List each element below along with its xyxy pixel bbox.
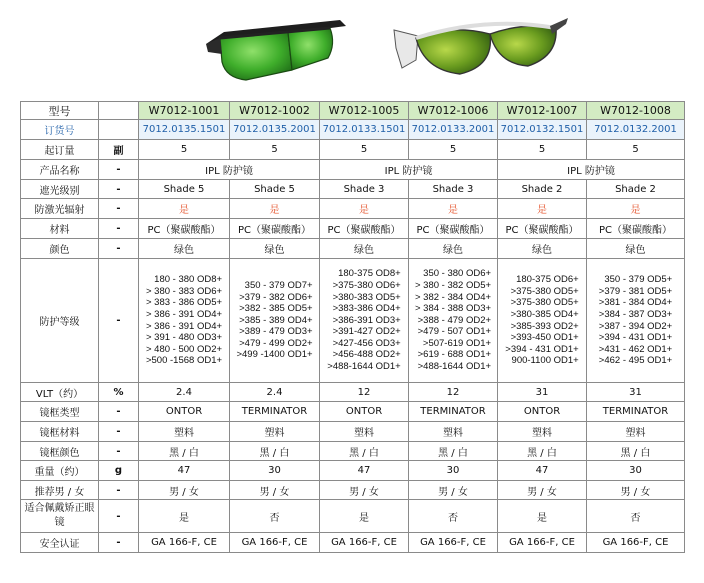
row-label: 镜框材料 [21, 422, 99, 442]
vlt-cell: 31 [498, 383, 587, 402]
row-unit [99, 120, 139, 140]
protection-line: >375-380 OD5+ [510, 285, 579, 297]
laser-cell: 是 [498, 199, 587, 219]
model-cell: W7012-1008 [587, 102, 685, 120]
row-rx [21, 500, 685, 533]
row-unit: g [99, 461, 139, 481]
protection-line: > 480 - 500 OD2+ [145, 343, 223, 355]
protection-line: >375-380 OD5+ [510, 297, 579, 309]
moq-cell: 5 [587, 140, 685, 160]
row-unit: - [99, 533, 139, 553]
frame-material-cell: 塑料 [498, 422, 587, 442]
row-order [21, 120, 685, 140]
row-label: 推荐男 / 女 [21, 481, 99, 500]
row-gender [21, 481, 685, 500]
protection-line: >388 - 479 OD2+ [417, 314, 492, 326]
gender-cell: 男 / 女 [320, 481, 409, 500]
rx-cell: 是 [320, 500, 409, 533]
gender-cell: 男 / 女 [409, 481, 498, 500]
protection-line: >393-450 OD1+ [510, 332, 579, 344]
protection-line: >479 - 507 OD1+ [417, 326, 492, 338]
row-unit: - [99, 481, 139, 500]
protection-cell [320, 259, 409, 383]
weight-cell: 47 [498, 461, 587, 481]
frame-type-cell: TERMINATOR [587, 402, 685, 422]
row-label: 防护等级 [21, 259, 99, 383]
row-model [21, 102, 685, 120]
protection-cell [139, 259, 230, 383]
protection-list [327, 268, 400, 372]
frame-type-cell: TERMINATOR [230, 402, 320, 422]
model-cell: W7012-1006 [409, 102, 498, 120]
row-moq [21, 140, 685, 160]
protection-line: >462 - 495 OD1+ [598, 355, 673, 367]
protection-line: >384 - 387 OD3+ [598, 308, 673, 320]
protection-line: 350 - 380 OD6+ [423, 268, 492, 280]
cert-cell: GA 166-F, CE [498, 533, 587, 553]
shade-cell: Shade 3 [409, 180, 498, 199]
protection-line: >381 - 384 OD4+ [598, 297, 673, 309]
protection-line: >380-385 OD4+ [510, 308, 579, 320]
protection-cell [587, 259, 685, 383]
shade-cell: Shade 5 [139, 180, 230, 199]
row-unit: - [99, 239, 139, 259]
rx-cell: 否 [587, 500, 685, 533]
row-frame-color [21, 442, 685, 461]
color-cell: 绿色 [587, 239, 685, 259]
protection-line: >387 - 394 OD2+ [598, 320, 673, 332]
protection-line: >386-391 OD3+ [332, 314, 401, 326]
protection-line: >488-1644 OD1+ [417, 361, 492, 373]
protection-list [599, 274, 672, 367]
moq-cell: 5 [498, 140, 587, 160]
material-cell: PC（聚碳酸酯） [587, 219, 685, 239]
protection-line: >389 - 479 OD3+ [239, 326, 313, 338]
order-cell: 7012.0133.1501 [320, 120, 409, 140]
protection-list [236, 280, 312, 361]
frame-material-cell: 塑料 [230, 422, 320, 442]
laser-cell: 是 [587, 199, 685, 219]
product-photos [0, 0, 704, 96]
row-unit: - [99, 442, 139, 461]
row-label: 安全认证 [21, 533, 99, 553]
row-unit: - [99, 402, 139, 422]
frame-color-cell: 黑 / 白 [587, 442, 685, 461]
row-label: 订货号 [21, 120, 99, 140]
protection-line: > 391 - 480 OD3+ [145, 332, 223, 344]
protection-line: 900-1100 OD1+ [511, 355, 579, 367]
protection-line: >507-619 OD1+ [422, 337, 492, 349]
order-cell: 7012.0132.1501 [498, 120, 587, 140]
row-label: 材料 [21, 219, 99, 239]
frame-color-cell: 黑 / 白 [409, 442, 498, 461]
protection-line: 180 - 380 OD8+ [154, 274, 223, 286]
row-label: 颜色 [21, 239, 99, 259]
row-frame-material [21, 422, 685, 442]
color-cell: 绿色 [498, 239, 587, 259]
rx-cell: 是 [498, 500, 587, 533]
protection-line: >391-427 OD2+ [332, 326, 401, 338]
protection-line: 180-375 OD8+ [338, 268, 401, 280]
row-unit: - [99, 219, 139, 239]
gender-cell: 男 / 女 [230, 481, 320, 500]
laser-cell: 是 [230, 199, 320, 219]
color-cell: 绿色 [409, 239, 498, 259]
protection-line: >385 - 389 OD4+ [239, 314, 313, 326]
row-shade [21, 180, 685, 199]
frame-type-cell: TERMINATOR [409, 402, 498, 422]
protection-line: >375-380 OD6+ [332, 279, 401, 291]
row-laser [21, 199, 685, 219]
protection-line: >382 - 385 OD5+ [239, 303, 313, 315]
protection-list [146, 274, 222, 367]
protection-line: 180-375 OD6+ [516, 274, 579, 286]
cert-cell: GA 166-F, CE [409, 533, 498, 553]
ontor-glasses-image [200, 14, 350, 84]
protection-list [415, 268, 491, 372]
row-weight [21, 461, 685, 481]
row-label: 遮光级别 [21, 180, 99, 199]
gender-cell: 男 / 女 [139, 481, 230, 500]
row-vlt [21, 383, 685, 402]
protection-cell [498, 259, 587, 383]
frame-material-cell: 塑料 [139, 422, 230, 442]
protection-line: 350 - 379 OD5+ [604, 274, 673, 286]
vlt-cell: 2.4 [230, 383, 320, 402]
vlt-cell: 2.4 [139, 383, 230, 402]
frame-color-cell: 黑 / 白 [320, 442, 409, 461]
order-cell: 7012.0132.2001 [587, 120, 685, 140]
weight-cell: 30 [409, 461, 498, 481]
terminator-glasses-image [390, 8, 570, 88]
row-material [21, 219, 685, 239]
protection-line: >456-488 OD2+ [332, 349, 401, 361]
row-unit: - [99, 422, 139, 442]
protection-line: 350 - 379 OD7+ [244, 279, 313, 291]
row-label: 产品名称 [21, 160, 99, 180]
weight-cell: 47 [139, 461, 230, 481]
protection-line: > 380 - 382 OD5+ [414, 279, 492, 291]
moq-cell: 5 [409, 140, 498, 160]
row-name [21, 160, 685, 180]
weight-cell: 47 [320, 461, 409, 481]
material-cell: PC（聚碳酸酯） [230, 219, 320, 239]
row-unit: - [99, 180, 139, 199]
frame-material-cell: 塑料 [409, 422, 498, 442]
moq-cell: 5 [139, 140, 230, 160]
color-cell: 绿色 [230, 239, 320, 259]
protection-line: > 383 - 386 OD5+ [145, 297, 223, 309]
material-cell: PC（聚碳酸酯） [409, 219, 498, 239]
protection-line: >380-383 OD5+ [332, 291, 401, 303]
protection-line: >499 -1400 OD1+ [236, 349, 313, 361]
row-unit: - [99, 259, 139, 383]
protection-line: >385-393 OD2+ [510, 320, 579, 332]
model-cell: W7012-1001 [139, 102, 230, 120]
product-name-cell: IPL 防护镜 [139, 160, 320, 180]
moq-cell: 5 [320, 140, 409, 160]
protection-line: > 384 - 388 OD3+ [414, 303, 492, 315]
material-cell: PC（聚碳酸酯） [139, 219, 230, 239]
weight-cell: 30 [587, 461, 685, 481]
protection-cell [230, 259, 320, 383]
row-label: 防激光辐射 [21, 199, 99, 219]
protection-line: >479 - 499 OD2+ [239, 337, 313, 349]
shade-cell: Shade 3 [320, 180, 409, 199]
product-name-cell: IPL 防护镜 [498, 160, 685, 180]
row-label: 重量（约） [21, 461, 99, 481]
row-unit: - [99, 199, 139, 219]
weight-cell: 30 [230, 461, 320, 481]
gender-cell: 男 / 女 [498, 481, 587, 500]
row-protection [21, 259, 685, 383]
row-unit: 副 [99, 140, 139, 160]
frame-type-cell: ONTOR [139, 402, 230, 422]
row-unit: - [99, 160, 139, 180]
protection-line: >394 - 431 OD1+ [598, 332, 673, 344]
protection-line: >431 - 462 OD1+ [598, 343, 673, 355]
protection-line: >427-456 OD3+ [332, 337, 401, 349]
protection-line: > 386 - 391 OD4+ [145, 308, 223, 320]
cert-cell: GA 166-F, CE [587, 533, 685, 553]
cert-cell: GA 166-F, CE [320, 533, 409, 553]
row-label: 适合佩戴矫正眼镜 [21, 500, 99, 533]
row-label: 起订量 [21, 140, 99, 160]
shade-cell: Shade 5 [230, 180, 320, 199]
protection-line: >383-386 OD4+ [332, 303, 401, 315]
laser-cell: 是 [139, 199, 230, 219]
material-cell: PC（聚碳酸酯） [320, 219, 409, 239]
order-cell: 7012.0135.2001 [230, 120, 320, 140]
gender-cell: 男 / 女 [587, 481, 685, 500]
row-label: VLT（约） [21, 383, 99, 402]
shade-cell: Shade 2 [498, 180, 587, 199]
frame-material-cell: 塑料 [320, 422, 409, 442]
model-cell: W7012-1005 [320, 102, 409, 120]
protection-line: >619 - 688 OD1+ [417, 349, 492, 361]
row-unit [99, 102, 139, 120]
cert-cell: GA 166-F, CE [230, 533, 320, 553]
material-cell: PC（聚碳酸酯） [498, 219, 587, 239]
row-unit: - [99, 500, 139, 533]
cert-cell: GA 166-F, CE [139, 533, 230, 553]
vlt-cell: 12 [409, 383, 498, 402]
protection-line: >488-1644 OD1+ [327, 361, 401, 373]
rx-cell: 否 [230, 500, 320, 533]
laser-cell: 是 [320, 199, 409, 219]
frame-type-cell: ONTOR [320, 402, 409, 422]
frame-color-cell: 黑 / 白 [498, 442, 587, 461]
protection-line: > 382 - 384 OD4+ [414, 291, 492, 303]
vlt-cell: 31 [587, 383, 685, 402]
protection-line: >394 - 431 OD1+ [505, 343, 579, 355]
row-label: 镜框颜色 [21, 442, 99, 461]
vlt-cell: 12 [320, 383, 409, 402]
row-cert [21, 533, 685, 553]
laser-cell: 是 [409, 199, 498, 219]
rx-cell: 是 [139, 500, 230, 533]
row-label: 型号 [21, 102, 99, 120]
protection-line: >500 -1568 OD1+ [145, 355, 223, 367]
frame-color-cell: 黑 / 白 [230, 442, 320, 461]
order-cell: 7012.0133.2001 [409, 120, 498, 140]
frame-type-cell: ONTOR [498, 402, 587, 422]
protection-line: > 386 - 391 OD4+ [145, 320, 223, 332]
protection-line: >379 - 382 OD6+ [239, 291, 313, 303]
order-cell: 7012.0135.1501 [139, 120, 230, 140]
row-unit: % [99, 383, 139, 402]
row-frame-type [21, 402, 685, 422]
row-color [21, 239, 685, 259]
model-cell: W7012-1002 [230, 102, 320, 120]
row-label: 镜框类型 [21, 402, 99, 422]
protection-line: >379 - 381 OD5+ [598, 285, 673, 297]
protection-list [505, 274, 578, 367]
frame-color-cell: 黑 / 白 [139, 442, 230, 461]
product-name-cell: IPL 防护镜 [320, 160, 498, 180]
color-cell: 绿色 [139, 239, 230, 259]
model-cell: W7012-1007 [498, 102, 587, 120]
protection-cell [409, 259, 498, 383]
color-cell: 绿色 [320, 239, 409, 259]
frame-material-cell: 塑料 [587, 422, 685, 442]
shade-cell: Shade 2 [587, 180, 685, 199]
spec-table [20, 101, 685, 553]
moq-cell: 5 [230, 140, 320, 160]
rx-cell: 否 [409, 500, 498, 533]
protection-line: > 380 - 383 OD6+ [145, 285, 223, 297]
